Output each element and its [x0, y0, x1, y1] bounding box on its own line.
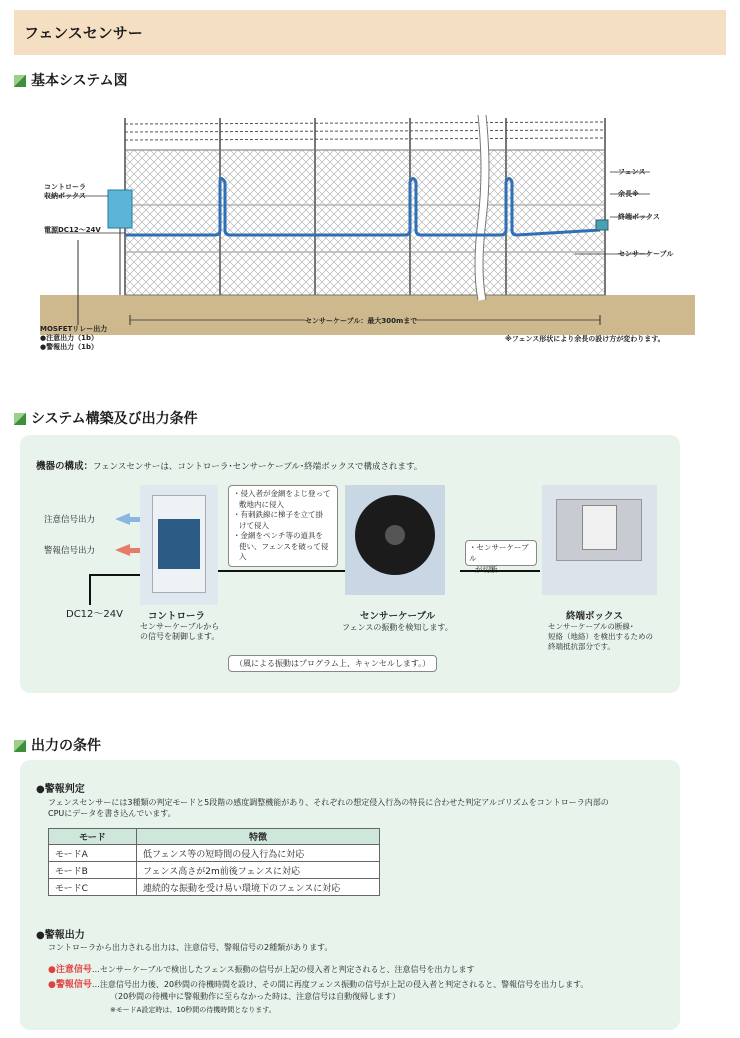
alarm-text: コントローラから出力される出力は、注意信号、警報信号の2種類があります。: [48, 943, 333, 952]
section-heading-output: 出力の条件: [14, 735, 101, 755]
section-heading-config: システム構築及び出力条件: [14, 408, 198, 428]
page-title-bar: [14, 10, 726, 55]
table-header-mode: モード: [49, 829, 137, 845]
section-bullet-icon: [14, 740, 26, 752]
basic-system-diagram: [30, 110, 720, 350]
controller-desc: センサーケーブルから の信号を制御します。: [140, 622, 220, 641]
table-row: モードB フェンス高さが2m前後フェンスに対応: [49, 862, 380, 879]
table-row: モードC 連続的な振動を受け易い環境下のフェンスに対応: [49, 879, 380, 896]
caution-line: ●注意信号…センサーケーブルで検出したフェンス振動の信号が上記の侵入者と判定されると、注意信号を出力します: [48, 965, 475, 975]
fence-mesh: [125, 150, 605, 295]
mode-note: ※モードA設定時は、10秒間の待機時間となります。: [110, 1006, 276, 1014]
label-terminal-box: 終端ボックス: [618, 213, 660, 221]
section-bullet-icon: [14, 75, 26, 87]
label-controller-box: コントローラ 収納ボックス: [44, 183, 86, 200]
label-sensor-cable: センサーケーブル: [618, 250, 674, 258]
mode-table: [48, 828, 380, 896]
cable-name: センサーケーブル: [360, 611, 436, 622]
alarm-arrow: [115, 544, 130, 556]
intrusion-bullets-box: ・侵入者が金網をよじ登って 敷地内に侵入 ・有刺鉄線に梯子を立て掛 けて侵入 ・金網をペンチ等の道具を 使い、フェンスを破って侵入: [228, 485, 338, 567]
section-heading-basic: 基本システム図: [14, 70, 128, 90]
cable-cut-box: ・センサーケーブル が切断: [465, 540, 537, 566]
section-bullet-icon: [14, 413, 26, 425]
label-slack: 余長※: [618, 190, 639, 198]
terminal-name: 終端ボックス: [566, 611, 623, 622]
terminal-desc: センサーケーブルの断線･ 短絡（地絡）を検出するための 終端抵抗部分です。: [548, 622, 653, 651]
alarm-title: ●警報出力: [36, 930, 85, 941]
label-cable-length: センサーケーブル：最大300mまで: [305, 317, 418, 325]
alarm-text3: （20秒間の待機中に警報動作に至らなかった時は、注意信号は自動復帰します）: [110, 992, 401, 1001]
cable-reel-photo: [345, 485, 445, 595]
page-title: フェンスセンサー: [24, 24, 143, 42]
terminal-box-icon: [596, 220, 608, 230]
label-relay-output: MOSFETリレー出力 ●注意出力（1b） ●警報出力（1b）: [40, 325, 108, 351]
label-power: 電源DC12～24V: [44, 226, 101, 234]
diagram-note: ※フェンス形状により余長の設け方が変わります。: [505, 335, 665, 343]
controller-box-icon: [108, 190, 132, 228]
caution-arrow: [115, 513, 130, 525]
cable-desc: フェンスの振動を検知します。: [342, 623, 453, 632]
label-fence: フェンス: [618, 168, 646, 176]
dc-voltage-label: DC12～24V: [66, 609, 123, 620]
terminal-box-photo: [542, 485, 657, 595]
caution-signal-label: 注意信号出力: [44, 515, 96, 525]
table-row: モードA 低フェンス等の短時間の侵入行為に対応: [49, 845, 380, 862]
ground: [40, 295, 695, 335]
judge-text: フェンスセンサーには3種類の判定モードと5段階の感度調整機能があり、それぞれの想定侵入行為の特長に合わせた判定アルゴリズムをコントローラ内部の CPUにデータを書き込んでいます。: [48, 798, 609, 818]
wind-note: （風による振動はプログラム上、キャンセルします。）: [228, 655, 437, 672]
controller-name: コントローラ: [148, 611, 206, 622]
barbed-wire: [125, 122, 605, 140]
table-header-feature: 特徴: [137, 829, 380, 845]
controller-photo: [140, 485, 218, 605]
alarm-line: ●警報信号…注意信号出力後、20秒間の待機時間を設け、その間に再度フェンス振動の信号が上記の侵入者と判定されると、警報信号を出力します。: [48, 980, 589, 990]
alarm-signal-label: 警報信号出力: [44, 546, 96, 556]
config-intro: 機器の構成：フェンスセンサーは、コントローラ･センサーケーブル･終端ボックスで構成されます。: [36, 461, 423, 472]
judge-title: ●警報判定: [36, 784, 85, 795]
